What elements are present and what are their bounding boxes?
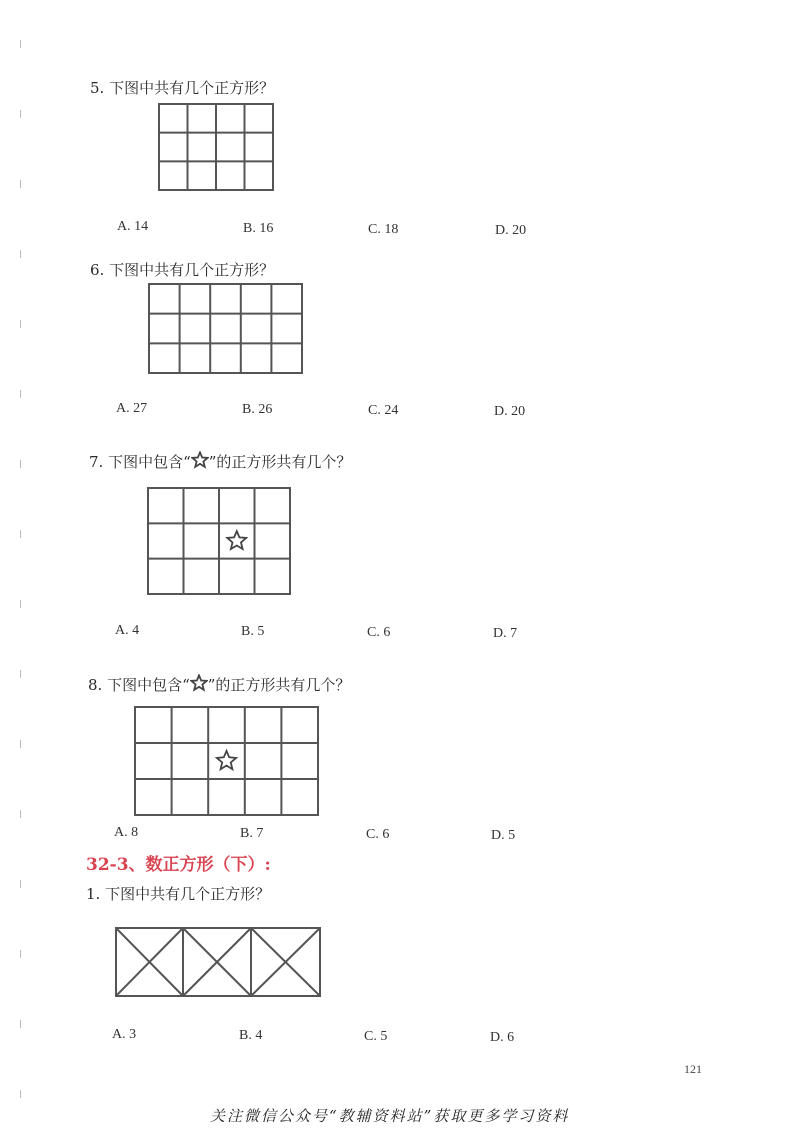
star-icon — [217, 751, 236, 769]
question-text: 下图中共有几个正方形？ — [105, 885, 271, 903]
section-title: 32-3、数正方形（下）: — [86, 855, 271, 875]
star-icon — [227, 531, 246, 549]
option-c[interactable]: C. 18 — [368, 222, 399, 237]
question-text: 下图中共有几个正方形？ — [109, 261, 275, 279]
option-a[interactable]: A. 27 — [116, 401, 148, 416]
footer-note: 关注微信公众号“教辅资料站”获取更多学习资料 — [210, 1107, 570, 1125]
grid-border — [135, 707, 318, 815]
question-8 — [88, 674, 350, 695]
question-text-before: 下图中包含“ — [107, 676, 190, 694]
option-d[interactable]: D. 20 — [495, 223, 527, 238]
option-c[interactable]: C. 24 — [368, 403, 399, 418]
question-7 — [89, 451, 351, 472]
question-text-after: ”的正方形共有几个？ — [207, 676, 351, 694]
question-number: 8. — [88, 676, 103, 694]
page-number: 121 — [684, 1062, 702, 1076]
question-6 — [90, 259, 274, 280]
option-a[interactable]: A. 3 — [112, 1027, 137, 1042]
option-c[interactable]: C. 6 — [366, 827, 390, 842]
question-text: 下图中共有几个正方形？ — [109, 79, 275, 97]
grid-border — [149, 284, 302, 373]
grid-figure-q5 — [157, 102, 275, 192]
option-b[interactable]: B. 26 — [242, 402, 273, 417]
option-b[interactable]: B. 5 — [241, 624, 265, 639]
question-text-after: ”的正方形共有几个？ — [208, 453, 352, 471]
question-text-before: 下图中包含“ — [108, 453, 191, 471]
option-d[interactable]: D. 5 — [491, 828, 516, 843]
question-number: 5. — [90, 79, 105, 97]
option-b[interactable]: B. 7 — [240, 826, 264, 841]
option-d[interactable]: D. 6 — [490, 1030, 515, 1045]
star-icon — [190, 674, 208, 692]
question-5 — [90, 77, 274, 98]
option-a[interactable]: A. 8 — [114, 825, 139, 840]
question-number: 1. — [86, 885, 101, 903]
question-number: 7. — [89, 453, 104, 471]
crossed-boxes-figure — [114, 926, 322, 998]
option-d[interactable]: D. 7 — [493, 626, 518, 641]
star-icon — [191, 451, 209, 469]
option-c[interactable]: C. 5 — [364, 1029, 388, 1044]
option-c[interactable]: C. 6 — [367, 625, 391, 640]
option-a[interactable]: A. 14 — [117, 219, 149, 234]
section-question-1 — [86, 883, 270, 904]
grid-figure-q6 — [147, 282, 304, 375]
grid-figure-q7 — [146, 486, 292, 596]
option-a[interactable]: A. 4 — [115, 623, 140, 638]
grid-figure-q8 — [133, 705, 320, 817]
option-d[interactable]: D. 20 — [494, 404, 526, 419]
question-number: 6. — [90, 261, 105, 279]
option-b[interactable]: B. 4 — [239, 1028, 263, 1043]
option-b[interactable]: B. 16 — [243, 221, 274, 236]
